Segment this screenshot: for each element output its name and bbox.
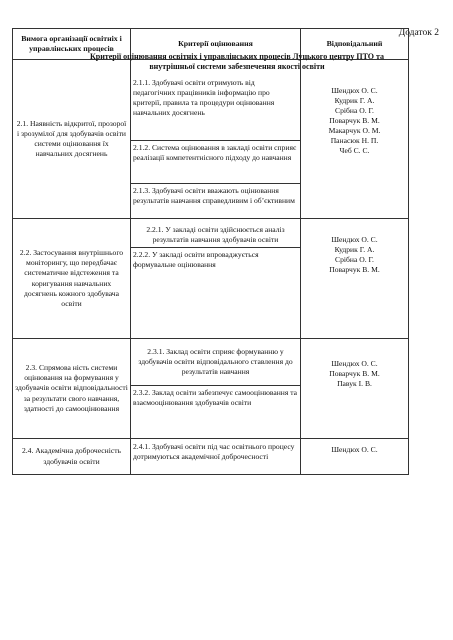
area-cell: 2.2. Застосування внутрішнього моніторингу, що передбачає систематичне відстеження та коригування навчальних досягнень кожного здобувача освіти <box>13 219 131 339</box>
responsible-person: Поварчук В. М. <box>329 116 380 126</box>
criteria-cell <box>131 219 301 339</box>
header-area: Вимога організації освітніх і управлінських процесів <box>13 29 131 60</box>
header-responsible: Відповідальний <box>301 29 409 60</box>
responsible-cell <box>301 60 409 219</box>
responsible-person: Шендюх О. С. <box>331 445 378 454</box>
responsible-person: Поварчук В. М. <box>329 369 380 379</box>
responsible-person: Шендюх О. С. <box>331 359 378 368</box>
responsible-cell <box>301 439 409 475</box>
responsible-person: Срібна О. Г. <box>335 106 374 116</box>
criterion: 2.1.3. Здобувачі освіти вважають оцінювання результатів навчання справедливим і об’єктивним <box>133 186 295 206</box>
responsible-person: Кудрик Г. А. <box>334 245 375 255</box>
responsible-person: Поварчук В. М. <box>329 265 380 275</box>
table-row <box>13 60 409 219</box>
annex-label: Додаток 2 <box>398 28 439 38</box>
criteria-cell <box>131 60 301 219</box>
responsible-person: Срібна О. Г. <box>335 255 374 265</box>
criterion: 2.1.2. Система оцінювання в закладі освіти сприяє реалізації компетентнісного підходу до навчання <box>131 141 300 184</box>
responsible-cell <box>301 339 409 439</box>
criterion: 2.1.1. Здобувачі освіти отримують від педагогічних працівників інформацію про критерії, правила та процедури оцінювання навчальних досягнень <box>131 60 300 141</box>
responsible-person: Шендюх О. С. <box>331 86 378 95</box>
criterion: 2.3.1. Заклад освіти сприяє формуванню у здобувачів освіти відповідального ставлення до результатів навчання <box>131 339 300 386</box>
responsible-person: Кудрик Г. А. <box>334 96 375 106</box>
criterion: 2.2.2. У закладі освіти впроваджується формувальне оцінювання <box>133 250 259 270</box>
table-row <box>13 339 409 439</box>
responsible-person: Шендюх О. С. <box>331 235 378 244</box>
criterion: 2.3.2. Заклад освіти забезпечує самооцінювання та взаємооцінювання здобувачів освіти <box>133 388 298 408</box>
table-row <box>13 439 409 475</box>
responsible-person: Макарчук О. М. <box>328 126 381 136</box>
criterion: 2.2.1. У закладі освіти здійснюється аналіз результатів навчання здобувачів освіти <box>131 223 300 248</box>
criterion: 2.4.1. Здобувачі освіти під час освітнього процесу дотримуються академічної доброчесності <box>133 442 295 462</box>
responsible-person: Чеб С. С. <box>339 146 370 156</box>
area-cell: 2.1. Наявність відкритої, прозорої і зрозумілої для здобувачів освіти системи оцінювання їх навчальних досягнень <box>13 60 131 219</box>
criteria-cell <box>131 439 301 475</box>
responsible-person: Панасюк Н. П. <box>330 136 379 146</box>
table-row <box>13 219 409 339</box>
responsible-cell <box>301 219 409 339</box>
area-cell: 2.4. Академічна доброчесність здобувачів освіти <box>13 439 131 475</box>
header-criteria: Критерії оцінювання <box>131 29 301 60</box>
responsible-person: Павук І. В. <box>337 379 372 389</box>
criteria-cell <box>131 339 301 439</box>
criteria-table <box>12 28 409 475</box>
table-caption: Критерії оцінювання освітніх і управлінських процесів Луцького центру ПТО та внутрішньої системи забезпечення якості освіти <box>89 52 385 71</box>
area-cell: 2.3. Спрямова ність системи оцінювання на формування у здобувачів освіти відповідальності за результати свого навчання, здатності до самооцінювання <box>13 339 131 439</box>
